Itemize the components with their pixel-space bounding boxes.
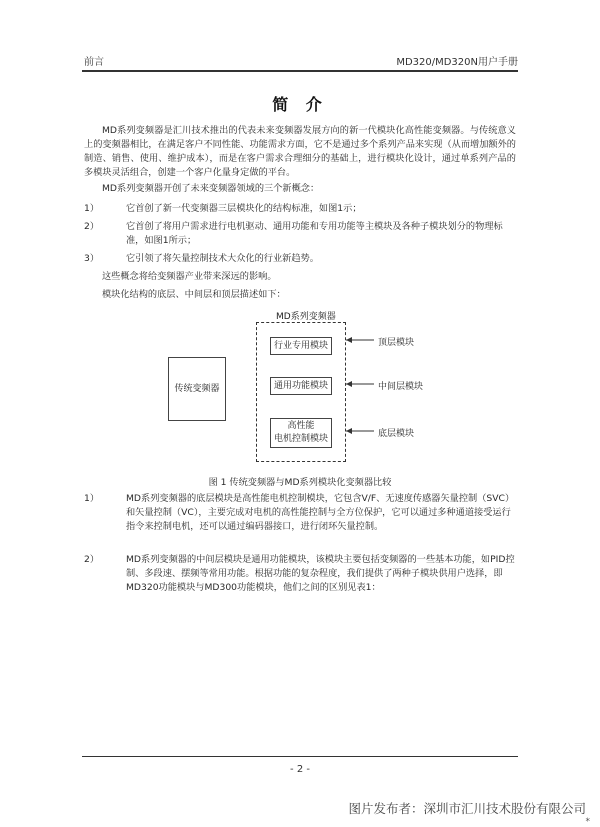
impact-sentence: 这些概念将给变频器产业带来深远的影响。 <box>102 271 277 282</box>
detail-1-number: 1） <box>84 493 100 504</box>
detail-1-text: MD系列变频器的底层模块是高性能电机控制模块，它包含V/F、无速度传感器矢量控制（SVC）和矢量控制（VC），主要完成对电机的高性能控制与全方位保护，它可以通过多种通道接受运行指令来控制电机，还可以通过编码器接口，进行闭环矢量控制。 <box>126 493 515 532</box>
header-divider <box>82 70 518 72</box>
concept-1-number: 1） <box>84 203 100 214</box>
page-number: - 2 - <box>290 764 310 775</box>
top-layer-label: 顶层模块 <box>378 338 415 348</box>
traditional-inverter-box: 传统变频器 <box>168 357 226 421</box>
middle-layer-label: 中间层模块 <box>378 382 424 392</box>
footer-divider <box>82 756 518 757</box>
md-series-group-label: MD系列变频器 <box>276 312 336 322</box>
bottom-layer-label: 底层模块 <box>378 429 415 439</box>
industry-module-box: 行业专用模块 <box>270 337 332 355</box>
intro-paragraph: MD系列变频器是汇川技术推出的代表未来变频器发展方向的新一代模块化高性能变频器。与传统意义上的变频器相比，在满足客户不同性能、功能需求方面，它不是通过多个系列产品来实现（从而增加额外的制造、销售、使用、维护成本），而是在客户需求合理细分的基础上，进行模块化设计，通过单系列产品的多模块灵活组合，创建一个客户化量身定做的平台。 <box>84 125 516 178</box>
detail-2-text: MD系列变频器的中间层模块是通用功能模块，该模块主要包括变频器的一些基本功能，如PID控制、多段速、摆频等常用功能。根据功能的复杂程度，我们提供了两种子模块供用户选择，即MD320功能模块与MD300功能模块，他们之间的区别见表1： <box>126 554 515 593</box>
concept-3-text: 它引领了将矢量控制技术大众化的行业新趋势。 <box>126 253 319 264</box>
header-section: 前言 <box>84 57 104 68</box>
concept-3-number: 3） <box>84 253 100 264</box>
general-function-module-box: 通用功能模块 <box>270 377 332 395</box>
concept-1-text: 它首创了新一代变频器三层模块化的结构标准，如图1示； <box>126 203 362 214</box>
corner-mark: * <box>585 817 590 827</box>
layers-lead: 模块化结构的底层、中间层和顶层描述如下： <box>102 289 286 300</box>
page-title: 简 介 <box>272 95 328 114</box>
figure-caption: 图 1 传统变频器与MD系列模块化变频器比较 <box>208 477 392 488</box>
concept-2-text: 它首创了将用户需求进行电机驱动、通用功能和专用功能等主模块及各种子模块划分的物理标准，如图1所示； <box>126 221 503 246</box>
concepts-lead: MD系列变频器开创了未来变频器领域的三个新概念： <box>102 183 320 194</box>
motor-control-module-box: 高性能 电机控制模块 <box>270 418 332 448</box>
detail-2-number: 2） <box>84 554 100 565</box>
concept-2-number: 2） <box>84 221 100 232</box>
header-manual-title: MD320/MD320N用户手册 <box>396 57 518 68</box>
publisher-credit: 图片发布者：深圳市汇川技术股份有限公司 <box>348 801 586 816</box>
